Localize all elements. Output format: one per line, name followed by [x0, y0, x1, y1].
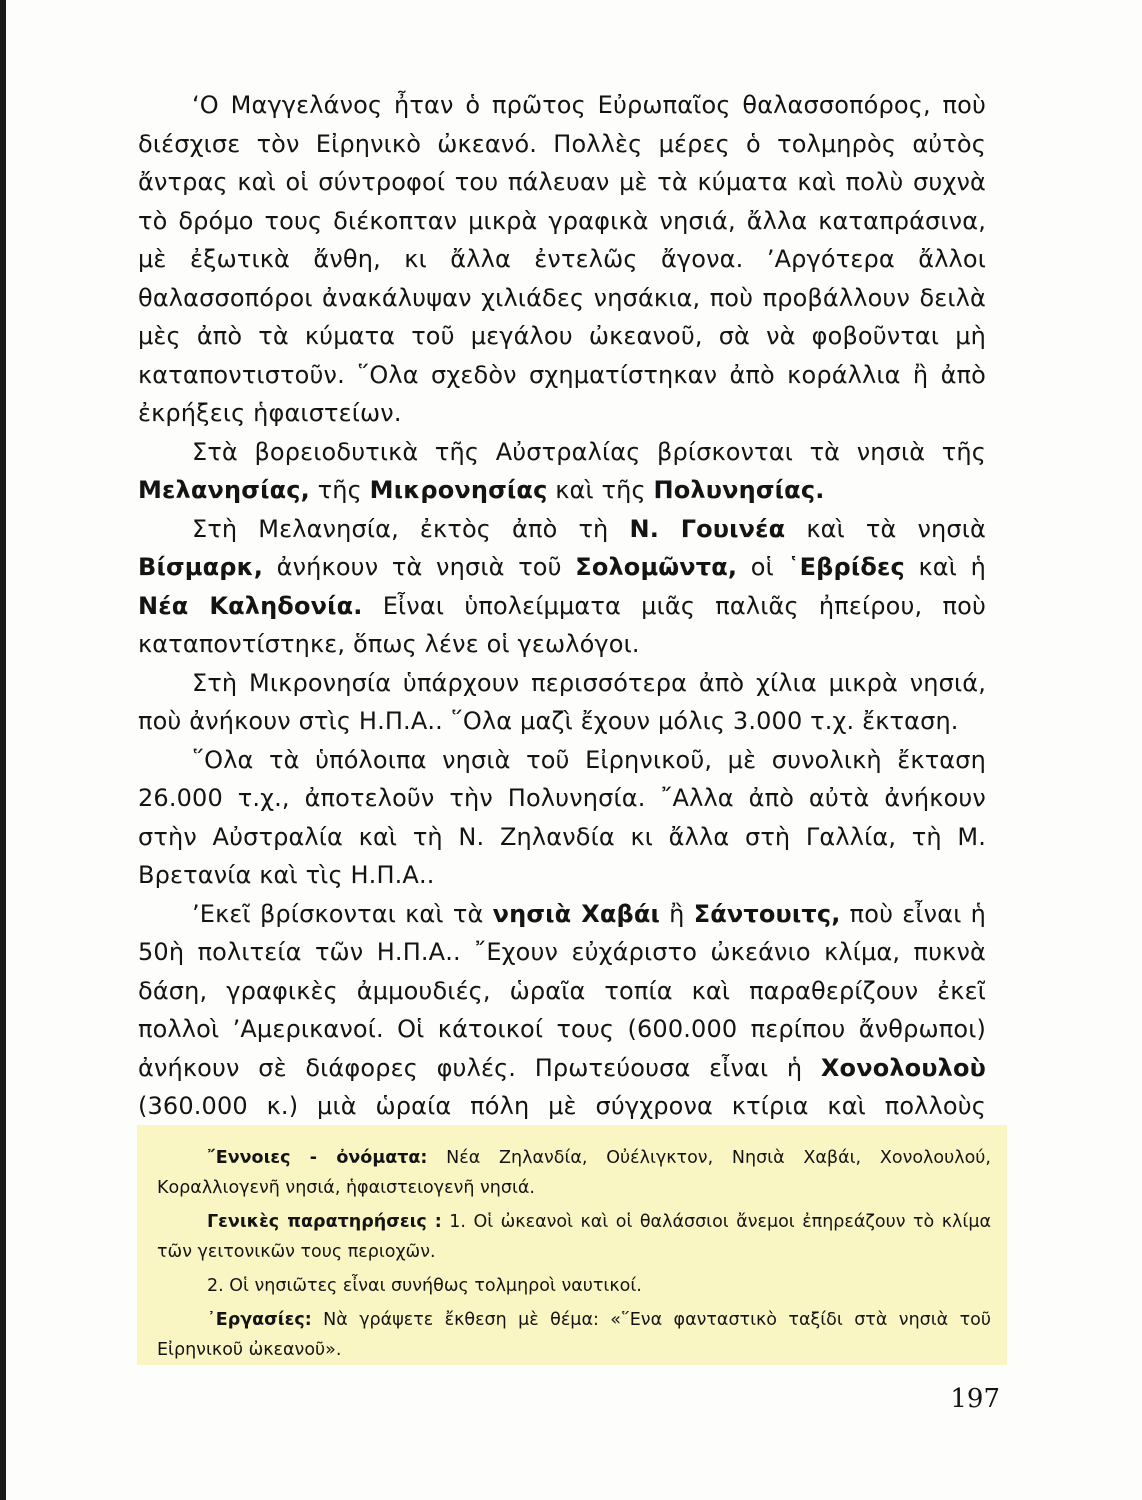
term-hebrides: ῾Εβρίδες [787, 553, 905, 581]
term-new-caledonia: Νέα Καληδονία. [138, 591, 363, 620]
paragraph-micronesia: Στὴ Μικρονησία ὑπάρχουν περισσότερα ἀπὸ χίλια μικρὰ νησιά, ποὺ ἀνήκουν στὶς Η.Π.Α.. ῞Ολα μαζὶ ἔχουν μόλις 3.000 τ.χ. ἔκταση. [138, 668, 986, 735]
term-new-guinea: Ν. Γουινέα [629, 514, 786, 543]
tasks-label: ᾽Εργασίες: [207, 1310, 312, 1330]
paragraph-magellan: ‘Ο Μαγγελάνος ἦταν ὁ πρῶτος Εὐρωπαῖος θαλασσοπόρος, ποὺ διέσχισε τὸν Εἰρηνικὸ ὠκεανό. Πολλὲς μέρες ὁ τολμηρὸς αὐτὸς ἄντρας καὶ οἱ σύντροφοί του πάλευαν μὲ τὰ κύματα καὶ πολὺ συχνὰ τὸ δρόμο τους διέκοπταν μικρὰ γραφικὰ νησιά, ἄλλα καταπράσινα, μὲ ἐξωτικὰ ἄνθη, κι ἄλλα ἐντελῶς ἄγονα. ’Αργότερα ἄλλοι θαλασσοπόροι ἀνακάλυψαν χιλιάδες νησάκια, ποὺ προβάλλουν δειλὰ μὲς ἀπὸ τὰ κύματα τοῦ μεγάλου ὠκεανοῦ, σὰ νὰ φοβοῦνται μὴ καταποντιστοῦν. ῞Ολα σχεδὸν σχηματίστηκαν ἀπὸ κοράλλια ἢ ἀπὸ ἐκρήξεις ἡφαιστείων. [138, 91, 986, 427]
notes-remark-2: 2. Οἱ νησιῶτες εἶναι συνήθως τολμηροὶ ναυτικοί. [207, 1276, 642, 1296]
notes-remarks: Γενικὲς παρατηρήσεις : 1. Οἱ ὠκεανοὶ καὶ οἱ θαλάσσιοι ἄνεμοι ἐπηρεάζουν τὸ κλίμα τῶν γειτονικῶν τους περιοχῶν. [157, 1212, 991, 1262]
notes-box [137, 1125, 1007, 1365]
term-hawaii: νησιὰ Χαβάι [492, 899, 660, 928]
paragraph-melanesia: Στὴ Μελανησία, ἐκτὸς ἀπὸ τὴ Ν. Γουινέα καὶ τὰ νησιὰ Βίσμαρκ, ἀνήκουν τὰ νησιὰ τοῦ Σολομῶντα, οἱ ῾Εβρίδες καὶ ἡ Νέα Καληδονία. Εἶναι ὑπολείμματα μιᾶς παλιᾶς ἠπείρου, ποὺ καταποντίστηκε, ὅπως λένε οἱ γεωλόγοι. [138, 514, 986, 658]
page-number: 197 [950, 1384, 1000, 1414]
term-melanesia: Μελανησίας, [138, 476, 310, 504]
term-micronesia: Μικρονησίας [369, 476, 548, 504]
main-text [138, 86, 986, 1164]
term-honolulu: Χονολουλοὺ [820, 1053, 986, 1082]
notes-concepts: ῎Εννοιες - ὀνόματα: Νέα Ζηλανδία, Οὐέλιγκτον, Νησιὰ Χαβάι, Χονολουλού, Κοραλλιογενῆ νησιά, ἡφαιστειογενῆ νησιά. [157, 1148, 991, 1198]
term-polynesia: Πολυνησίας. [653, 476, 825, 504]
concepts-label: ῎Εννοιες - ὀνόματα: [207, 1148, 428, 1168]
notes-tasks: ᾽Εργασίες: Νὰ γράψετε ἔκθεση μὲ θέμα: «῞Ενα φανταστικὸ ταξίδι στὰ νησιὰ τοῦ Εἰρηνικοῦ ὠκεανοῦ». [157, 1310, 991, 1360]
paragraph-hawaii: ’Εκεῖ βρίσκονται καὶ τὰ νησιὰ Χαβάι ἢ Σάντουιτς, ποὺ εἶναι ἡ 50ὴ πολιτεία τῶν Η.Π.Α.. ῎Εχουν εὐχάριστο ὠκεάνιο κλίμα, πυκνὰ δάση, γραφικὲς ἀμμουδιές, ὡραῖα τοπία καὶ παραθερίζουν ἐκεῖ πολλοὶ ’Αμερικανοί. Οἱ κάτοικοί τους (600.000 περίπου ἄνθρωποι) ἀνήκουν σὲ διάφορες φυλές. Πρωτεύουσα εἶναι ἡ Χονολουλοὺ (360.000 κ.) μιὰ ὡραία πόλη μὲ σύγχρονα κτίρια καὶ πολλοὺς [138, 899, 987, 1120]
remarks-label: Γενικὲς παρατηρήσεις : [207, 1212, 442, 1232]
term-bismarck: Βίσμαρκ, [138, 553, 264, 581]
paragraph-polynesia: ῞Ολα τὰ ὑπόλοιπα νησιὰ τοῦ Εἰρηνικοῦ, μὲ συνολικὴ ἔκταση 26.000 τ.χ., ἀποτελοῦν τὴν Πολυνησία. ῎Αλλα ἀπὸ αὐτὰ ἀνήκουν στὴν Αὐστραλία καὶ τὴ Ν. Ζηλανδία κι ἄλλα στὴ Γαλλία, τὴ Μ. Βρετανία καὶ τὶς Η.Π.Α.. [138, 745, 986, 889]
term-sandwich: Σάντουιτς, [693, 899, 841, 928]
paragraph-regions: Στὰ βορειοδυτικὰ τῆς Αὐστραλίας βρίσκονται τὰ νησιὰ τῆς Μελανησίας, τῆς Μικρονησίας καὶ τῆς Πολυνησίας. [138, 437, 986, 504]
term-solomon: Σολομῶντα, [575, 553, 738, 581]
